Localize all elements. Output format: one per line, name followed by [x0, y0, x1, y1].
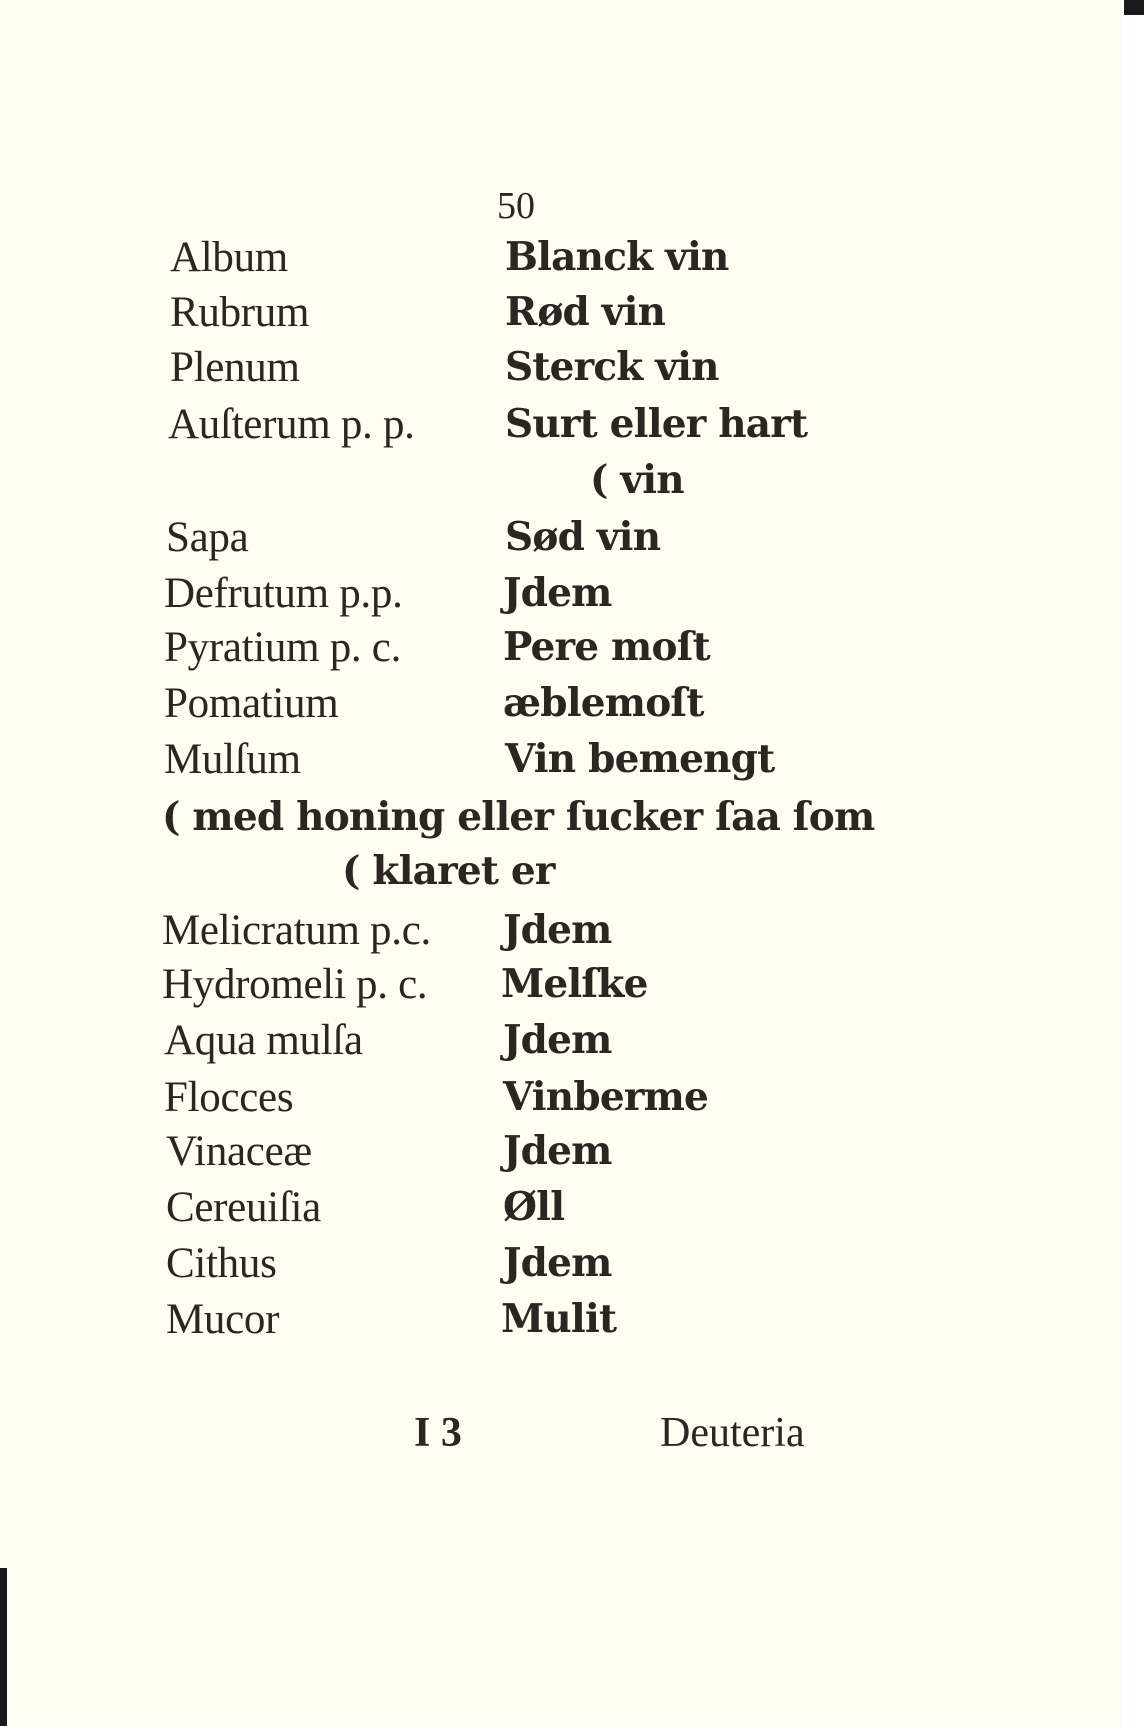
- latin-term: Mulſum: [164, 736, 301, 783]
- page-number: 50: [497, 185, 535, 227]
- vernacular-continuation: ( klaret er: [342, 848, 555, 894]
- latin-term: Cithus: [166, 1240, 277, 1287]
- latin-term: Mucor: [166, 1296, 280, 1343]
- vernacular-term: Blanck vin: [505, 234, 729, 280]
- vernacular-continuation: ( vin: [590, 457, 684, 503]
- vernacular-continuation: ( med honing eller ſucker ſaa ſom: [162, 794, 875, 840]
- latin-term: Rubrum: [170, 289, 310, 336]
- vernacular-term: Vinberme: [503, 1074, 709, 1120]
- latin-term: Cereuiſia: [166, 1184, 321, 1231]
- scan-margin: [1122, 0, 1144, 1726]
- vernacular-term: Jdem: [503, 1240, 612, 1286]
- latin-term: Melicratum p.c.: [162, 907, 431, 954]
- vernacular-term: æblemoſt: [503, 680, 704, 726]
- vernacular-term: Jdem: [503, 907, 612, 953]
- vernacular-term: Rød vin: [505, 289, 666, 335]
- vernacular-term: Pere moſt: [503, 624, 710, 670]
- latin-term: Auſterum p. p.: [168, 401, 415, 448]
- scan-edge-mark: [0, 1568, 7, 1726]
- vernacular-term: Jdem: [503, 1017, 612, 1063]
- latin-term: Plenum: [170, 344, 300, 391]
- vernacular-term: Jdem: [503, 570, 612, 616]
- signature-mark: I 3: [414, 1410, 462, 1456]
- vernacular-term: Jdem: [503, 1128, 612, 1174]
- vernacular-term: Surt eller hart: [505, 401, 808, 447]
- vernacular-term: Sterck vin: [505, 344, 719, 390]
- vernacular-term: Sød vin: [505, 514, 661, 560]
- latin-term: Hydromeli p. c.: [162, 961, 428, 1008]
- vernacular-term: Melſke: [501, 961, 648, 1007]
- vernacular-term: Mulit: [501, 1296, 617, 1342]
- vernacular-term: Øll: [503, 1184, 565, 1230]
- scan-corner-mark: [1124, 0, 1144, 15]
- latin-term: Flocces: [164, 1074, 294, 1121]
- latin-term: Sapa: [166, 514, 249, 561]
- latin-term: Defrutum p.p.: [164, 570, 403, 617]
- latin-term: Vinaceæ: [166, 1128, 312, 1175]
- catchword: Deuteria: [660, 1410, 805, 1456]
- latin-term: Aqua mulſa: [164, 1017, 363, 1064]
- vernacular-term: Vin bemengt: [505, 736, 775, 782]
- latin-term: Pomatium: [164, 680, 339, 727]
- latin-term: Album: [170, 234, 288, 281]
- latin-term: Pyratium p. c.: [164, 624, 402, 671]
